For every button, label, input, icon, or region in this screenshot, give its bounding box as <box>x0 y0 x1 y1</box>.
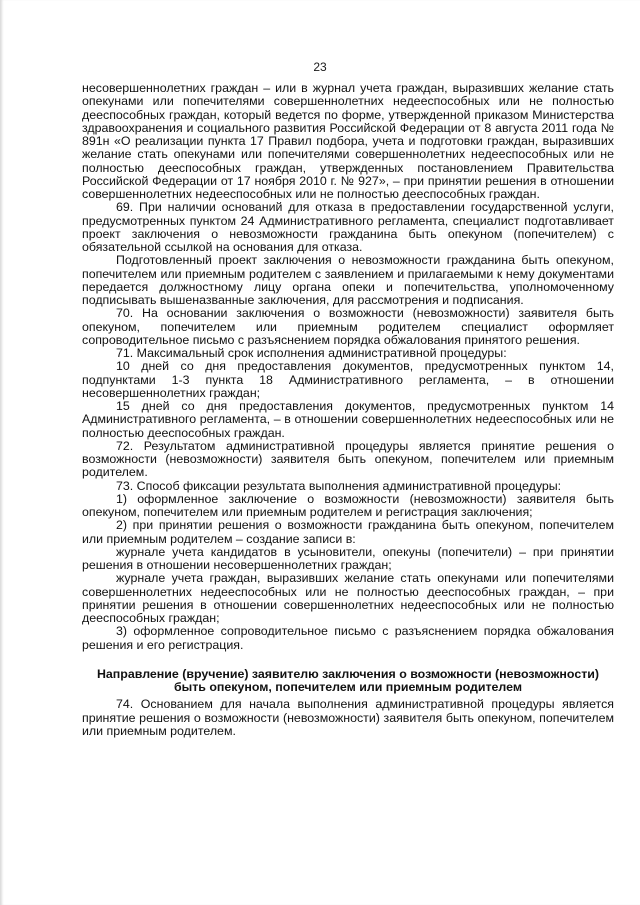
document-body <box>82 82 614 738</box>
paragraph-71: 71. Максимальный срок исполнения административной процедуры: <box>116 346 507 360</box>
section-heading-line-2: быть опекуном, попечителем или приемным родителем <box>173 680 523 694</box>
paragraph-continuation: несовершеннолетних граждан – или в журнал учета граждан, выразивших желание стать опекунами или попечителями совершеннолетних недееспособных или не полностью дееспособных граждан, который ведется по форме, утвержденной приказом Министерства здравоохранения и социального развития Российской Федерации от 8 августа 2011 года № 891н «О реализации пункта 17 Правил подбора, учета и подготовки граждан, выразивших желание стать опекунами или попечителями совершеннолетних недееспособных или не полностью дееспособных граждан, утвержденных постановлением Правительства Российской Федерации от 17 ноября 2010 г. № 927», – при принятии решения в отношении совершеннолетних недееспособных или не полностью дееспособных граждан. <box>82 81 614 201</box>
paragraph-73-item-2-journal-minors: журнале учета кандидатов в усыновители, опекуны (попечители) – при принятии решения в отношении несовершеннолетних граждан; <box>82 544 614 572</box>
page-number: 23 <box>313 60 327 74</box>
paragraph-73: 73. Способ фиксации результата выполнения административной процедуры: <box>116 478 562 493</box>
paragraph-71-term-10-days: 10 дней со дня предоставления документов, предусмотренных пунктом 14, подпунктами 1-3 пункта 18 Административного регламента, – в отношении несовершеннолетних граждан; <box>82 359 614 400</box>
paragraph-70: 70. На основании заключения о возможности (невозможности) заявителя быть опекуном, попечителем или приемным родителем специалист оформляет сопроводительное письмо с разъяснением порядка обжалования принятого решения. <box>82 306 614 347</box>
paragraph-73-item-2: 2) при принятии решения о возможности гражданина быть опекуном, попечителем или приемным родителем – создание записи в: <box>82 518 614 546</box>
section-heading-line-1: Направление (вручение) заявителю заключения о возможности (невозможности) <box>96 666 600 681</box>
paragraph-69-prepared-draft: Подготовленный проект заключения о невозможности гражданина быть опекуном, попечителем или приемным родителем с заявлением и прилагаемыми к нему документами передается должностному лицу органа опеки и попечительства, уполномоченному подписывать вышеназванные заключения, для рассмотрения и подписания. <box>82 253 614 307</box>
paragraph-74: 74. Основанием для начала выполнения административной процедуры является принятие решения о возможности (невозможности) заявителя быть опекуном, попечителем или приемным родителем. <box>82 697 614 738</box>
paragraph-73-item-2-journal-adults: журнале учета граждан, выразивших желание стать опекунами или попечителями совершеннолетних недееспособных или не полностью дееспособных граждан, – при принятии решения в отношении совершеннолетних недееспособных или не полностью дееспособных граждан; <box>82 571 614 625</box>
paragraph-73-item-3: 3) оформленное сопроводительное письмо с разъяснением порядка обжалования решения и его регистрация. <box>82 624 614 652</box>
paragraph-71-term-15-days: 15 дней со дня предоставления документов, предусмотренных пунктом 14 Административного регламента, – в отношении совершеннолетних недееспособных или не полностью дееспособных граждан. <box>82 399 614 440</box>
section-heading <box>82 668 614 695</box>
paragraph-69: 69. При наличии оснований для отказа в предоставлении государственной услуги, предусмотренных пунктом 24 Административного регламента, специалист подготавливает проект заключения о невозможности гражданина быть опекуном (попечителем) с обязательной ссылкой на основания для отказа. <box>82 200 614 254</box>
paragraph-72: 72. Результатом административной процедуры является принятие решения о возможности (невозможности) заявителя быть опекуном, попечителем или приемным родителем. <box>82 438 614 480</box>
paragraph-73-item-1: 1) оформленное заключение о возможности (невозможности) заявителя быть опекуном, попечителем или приемным родителем и регистрация заключения; <box>82 491 614 519</box>
